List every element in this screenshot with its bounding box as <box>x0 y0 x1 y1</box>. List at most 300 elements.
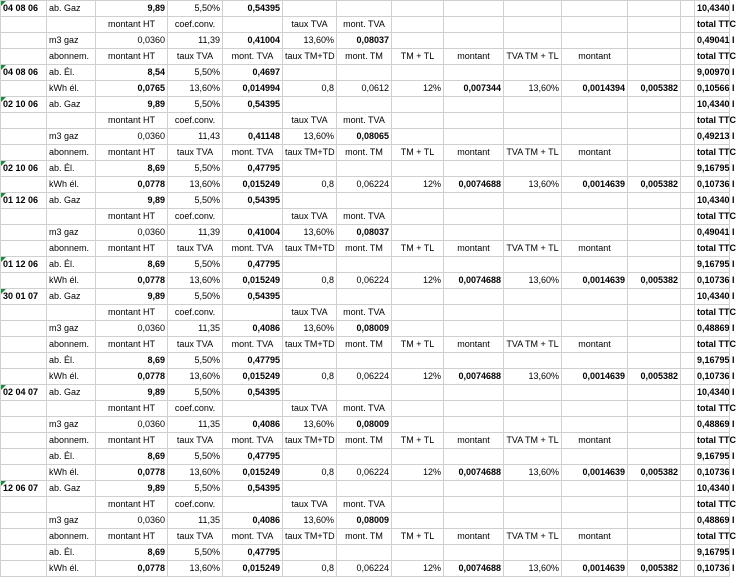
table-cell[interactable]: 13,60% <box>168 177 223 193</box>
table-cell[interactable] <box>444 257 504 273</box>
table-cell[interactable]: 11,35 <box>168 417 223 433</box>
table-cell[interactable] <box>223 113 283 129</box>
table-cell[interactable] <box>681 529 695 545</box>
table-cell[interactable] <box>504 401 562 417</box>
table-cell[interactable] <box>562 305 628 321</box>
table-cell[interactable]: 9,16795 I <box>695 353 730 369</box>
table-cell[interactable] <box>504 209 562 225</box>
table-cell[interactable] <box>681 193 695 209</box>
table-cell[interactable]: 0,08009 <box>337 513 392 529</box>
table-cell[interactable]: ab. Gaz <box>47 385 96 401</box>
table-cell[interactable] <box>562 513 628 529</box>
table-cell[interactable]: taux TVA <box>168 337 223 353</box>
table-cell[interactable]: total TTC <box>695 305 730 321</box>
table-cell[interactable]: 0,005382 <box>628 561 681 577</box>
table-cell[interactable]: 0,0014639 <box>562 177 628 193</box>
table-cell[interactable]: TVA TM + TL <box>504 433 562 449</box>
table-cell[interactable]: 0,0360 <box>96 129 168 145</box>
table-cell[interactable]: TM + TL <box>392 337 444 353</box>
table-cell[interactable] <box>1 449 47 465</box>
table-cell[interactable]: montant HT <box>96 241 168 257</box>
table-cell[interactable] <box>681 129 695 145</box>
table-cell[interactable]: 0,54395 <box>223 385 283 401</box>
table-cell[interactable]: 5,50% <box>168 161 223 177</box>
table-cell[interactable]: montant HT <box>96 49 168 65</box>
table-cell[interactable]: 9,16795 I <box>695 449 730 465</box>
table-cell[interactable] <box>562 129 628 145</box>
table-cell[interactable]: m3 gaz <box>47 129 96 145</box>
table-cell[interactable] <box>562 545 628 561</box>
table-cell[interactable] <box>504 513 562 529</box>
table-cell[interactable]: 8,69 <box>96 257 168 273</box>
table-cell[interactable] <box>562 33 628 49</box>
table-cell[interactable]: taux TVA <box>283 209 337 225</box>
table-cell[interactable] <box>1 321 47 337</box>
table-cell[interactable]: 12% <box>392 465 444 481</box>
table-cell[interactable] <box>444 161 504 177</box>
table-cell[interactable] <box>562 17 628 33</box>
table-cell[interactable]: 0,8 <box>283 369 337 385</box>
table-cell[interactable]: mont. TVA <box>223 145 283 161</box>
table-cell[interactable] <box>562 289 628 305</box>
table-cell[interactable]: 5,50% <box>168 257 223 273</box>
table-cell[interactable] <box>628 385 681 401</box>
table-cell[interactable] <box>392 497 444 513</box>
table-cell[interactable] <box>392 129 444 145</box>
table-cell[interactable]: 10,4340 I <box>695 1 730 17</box>
table-cell[interactable] <box>47 113 96 129</box>
table-cell[interactable]: 0,08065 <box>337 129 392 145</box>
table-cell[interactable] <box>337 161 392 177</box>
table-cell[interactable]: 9,00970 I <box>695 65 730 81</box>
table-cell[interactable]: 13,60% <box>283 321 337 337</box>
table-cell[interactable] <box>628 529 681 545</box>
table-cell[interactable] <box>681 241 695 257</box>
table-cell[interactable] <box>504 129 562 145</box>
table-cell[interactable]: TM + TL <box>392 145 444 161</box>
table-cell[interactable]: 8,54 <box>96 65 168 81</box>
table-cell[interactable]: 0,10736 I <box>695 369 730 385</box>
table-cell[interactable] <box>337 1 392 17</box>
table-cell[interactable] <box>681 289 695 305</box>
table-cell[interactable]: 0,0360 <box>96 33 168 49</box>
table-cell[interactable]: taux TVA <box>168 145 223 161</box>
table-cell[interactable]: m3 gaz <box>47 33 96 49</box>
table-cell[interactable]: abonnem. <box>47 337 96 353</box>
table-cell[interactable]: 9,89 <box>96 97 168 113</box>
table-cell[interactable] <box>504 353 562 369</box>
table-cell[interactable] <box>444 385 504 401</box>
table-cell[interactable]: 0,06224 <box>337 273 392 289</box>
table-cell[interactable]: 0,06224 <box>337 561 392 577</box>
table-cell[interactable]: kWh él. <box>47 561 96 577</box>
table-cell[interactable]: montant <box>562 145 628 161</box>
table-cell[interactable] <box>681 545 695 561</box>
table-cell[interactable]: 0,0612 <box>337 81 392 97</box>
table-cell[interactable] <box>562 353 628 369</box>
table-cell[interactable]: 0,47795 <box>223 449 283 465</box>
table-cell[interactable]: mont. TM <box>337 145 392 161</box>
table-cell[interactable] <box>392 257 444 273</box>
table-cell[interactable]: montant <box>444 337 504 353</box>
table-cell[interactable] <box>628 193 681 209</box>
table-cell[interactable]: 02 10 06 <box>1 97 47 113</box>
table-cell[interactable]: 04 08 06 <box>1 65 47 81</box>
table-cell[interactable]: 0,007344 <box>444 81 504 97</box>
table-cell[interactable] <box>223 209 283 225</box>
table-cell[interactable]: 12 06 07 <box>1 481 47 497</box>
table-cell[interactable]: total TTC <box>695 209 730 225</box>
table-cell[interactable] <box>392 401 444 417</box>
table-cell[interactable]: 5,50% <box>168 289 223 305</box>
table-cell[interactable] <box>681 33 695 49</box>
table-cell[interactable]: 0,54395 <box>223 481 283 497</box>
table-cell[interactable] <box>283 161 337 177</box>
table-cell[interactable]: 02 10 06 <box>1 161 47 177</box>
table-cell[interactable]: 0,08037 <box>337 33 392 49</box>
table-cell[interactable]: m3 gaz <box>47 321 96 337</box>
table-cell[interactable]: total TTC <box>695 497 730 513</box>
table-cell[interactable]: ab. Él. <box>47 65 96 81</box>
table-cell[interactable] <box>1 513 47 529</box>
table-cell[interactable] <box>504 161 562 177</box>
table-cell[interactable]: mont. TM <box>337 337 392 353</box>
table-cell[interactable]: total TTC <box>695 17 730 33</box>
table-cell[interactable] <box>1 17 47 33</box>
table-cell[interactable]: 13,60% <box>168 465 223 481</box>
table-cell[interactable]: 01 12 06 <box>1 193 47 209</box>
table-cell[interactable]: 13,60% <box>504 81 562 97</box>
table-cell[interactable] <box>337 481 392 497</box>
table-cell[interactable] <box>283 65 337 81</box>
table-cell[interactable]: 0,0765 <box>96 81 168 97</box>
table-cell[interactable] <box>628 33 681 49</box>
table-cell[interactable] <box>1 81 47 97</box>
table-cell[interactable]: 10,4340 I <box>695 97 730 113</box>
table-cell[interactable] <box>681 81 695 97</box>
table-cell[interactable] <box>1 497 47 513</box>
table-cell[interactable]: 0,41004 <box>223 225 283 241</box>
table-cell[interactable] <box>1 561 47 577</box>
table-cell[interactable]: coef.conv. <box>168 305 223 321</box>
table-cell[interactable] <box>681 273 695 289</box>
table-cell[interactable] <box>444 497 504 513</box>
table-cell[interactable] <box>444 33 504 49</box>
table-cell[interactable] <box>628 49 681 65</box>
table-cell[interactable]: 0,49041 I <box>695 225 730 241</box>
table-cell[interactable] <box>628 305 681 321</box>
table-cell[interactable]: coef.conv. <box>168 209 223 225</box>
table-cell[interactable] <box>283 449 337 465</box>
table-cell[interactable]: 9,16795 I <box>695 257 730 273</box>
table-cell[interactable]: 0,0014639 <box>562 561 628 577</box>
table-cell[interactable] <box>681 145 695 161</box>
table-cell[interactable]: 0,4086 <box>223 321 283 337</box>
table-cell[interactable] <box>504 17 562 33</box>
table-cell[interactable] <box>681 177 695 193</box>
table-cell[interactable]: 0,8 <box>283 177 337 193</box>
table-cell[interactable] <box>504 321 562 337</box>
table-cell[interactable]: 0,08009 <box>337 417 392 433</box>
table-cell[interactable]: 0,0778 <box>96 369 168 385</box>
table-cell[interactable]: 0,49041 I <box>695 33 730 49</box>
table-cell[interactable] <box>1 241 47 257</box>
table-cell[interactable] <box>444 401 504 417</box>
table-cell[interactable]: 0,015249 <box>223 369 283 385</box>
table-cell[interactable]: abonnem. <box>47 145 96 161</box>
table-cell[interactable] <box>337 193 392 209</box>
table-cell[interactable]: 8,69 <box>96 449 168 465</box>
table-cell[interactable]: 0,54395 <box>223 1 283 17</box>
table-cell[interactable]: 0,47795 <box>223 161 283 177</box>
table-cell[interactable]: 0,0014639 <box>562 273 628 289</box>
table-cell[interactable]: total TTC <box>695 433 730 449</box>
table-cell[interactable] <box>628 513 681 529</box>
table-cell[interactable]: 0,0014639 <box>562 369 628 385</box>
table-cell[interactable]: 0,41148 <box>223 129 283 145</box>
table-cell[interactable] <box>392 353 444 369</box>
table-cell[interactable]: 0,005382 <box>628 465 681 481</box>
table-cell[interactable] <box>504 385 562 401</box>
table-cell[interactable]: 11,43 <box>168 129 223 145</box>
table-cell[interactable] <box>1 145 47 161</box>
table-cell[interactable] <box>562 497 628 513</box>
table-cell[interactable]: taux TVA <box>168 241 223 257</box>
table-cell[interactable]: 0,10566 I <box>695 81 730 97</box>
table-cell[interactable] <box>1 433 47 449</box>
table-cell[interactable] <box>681 161 695 177</box>
table-cell[interactable] <box>628 401 681 417</box>
table-cell[interactable] <box>1 225 47 241</box>
table-cell[interactable] <box>283 257 337 273</box>
table-cell[interactable]: total TTC <box>695 241 730 257</box>
table-cell[interactable]: TVA TM + TL <box>504 241 562 257</box>
table-cell[interactable] <box>681 465 695 481</box>
table-cell[interactable]: montant <box>562 433 628 449</box>
table-cell[interactable] <box>392 209 444 225</box>
table-cell[interactable]: mont. TVA <box>337 497 392 513</box>
table-cell[interactable] <box>392 545 444 561</box>
table-cell[interactable]: mont. TM <box>337 529 392 545</box>
table-cell[interactable]: 5,50% <box>168 65 223 81</box>
table-cell[interactable]: 8,69 <box>96 545 168 561</box>
table-cell[interactable] <box>681 369 695 385</box>
table-cell[interactable]: kWh él. <box>47 369 96 385</box>
table-cell[interactable] <box>392 449 444 465</box>
table-cell[interactable]: 0,0778 <box>96 561 168 577</box>
table-cell[interactable]: coef.conv. <box>168 113 223 129</box>
table-cell[interactable] <box>444 321 504 337</box>
table-cell[interactable]: ab. Gaz <box>47 1 96 17</box>
table-cell[interactable]: 11,39 <box>168 33 223 49</box>
table-cell[interactable] <box>628 65 681 81</box>
table-cell[interactable]: taux TVA <box>168 433 223 449</box>
table-cell[interactable] <box>628 129 681 145</box>
table-cell[interactable]: total TTC <box>695 113 730 129</box>
table-cell[interactable] <box>504 289 562 305</box>
table-cell[interactable] <box>628 241 681 257</box>
table-cell[interactable]: ab. Gaz <box>47 97 96 113</box>
table-cell[interactable]: TVA TM + TL <box>504 337 562 353</box>
table-cell[interactable]: 0,06224 <box>337 177 392 193</box>
table-cell[interactable] <box>628 209 681 225</box>
table-cell[interactable] <box>1 49 47 65</box>
table-cell[interactable]: abonnem. <box>47 241 96 257</box>
table-cell[interactable] <box>504 257 562 273</box>
table-cell[interactable]: 13,60% <box>504 369 562 385</box>
table-cell[interactable]: 13,60% <box>168 81 223 97</box>
table-cell[interactable] <box>47 401 96 417</box>
table-cell[interactable] <box>337 257 392 273</box>
table-cell[interactable] <box>681 353 695 369</box>
table-cell[interactable] <box>392 321 444 337</box>
table-cell[interactable]: taux TVA <box>283 113 337 129</box>
table-cell[interactable]: 0,10736 I <box>695 465 730 481</box>
table-cell[interactable] <box>392 225 444 241</box>
table-cell[interactable]: 12% <box>392 177 444 193</box>
table-cell[interactable]: montant HT <box>96 209 168 225</box>
table-cell[interactable] <box>681 417 695 433</box>
table-cell[interactable]: 0,0360 <box>96 225 168 241</box>
table-cell[interactable]: mont. TVA <box>337 113 392 129</box>
table-cell[interactable] <box>444 1 504 17</box>
table-cell[interactable]: 0,10736 I <box>695 177 730 193</box>
table-cell[interactable]: 13,60% <box>168 273 223 289</box>
table-cell[interactable]: 0,06224 <box>337 465 392 481</box>
table-cell[interactable]: 0,0360 <box>96 513 168 529</box>
table-cell[interactable] <box>628 225 681 241</box>
table-cell[interactable] <box>628 545 681 561</box>
table-cell[interactable]: 8,69 <box>96 161 168 177</box>
table-cell[interactable] <box>444 17 504 33</box>
table-cell[interactable]: 12% <box>392 81 444 97</box>
table-cell[interactable]: montant <box>562 49 628 65</box>
table-cell[interactable]: 0,0778 <box>96 273 168 289</box>
table-cell[interactable] <box>1 417 47 433</box>
table-cell[interactable] <box>628 481 681 497</box>
table-cell[interactable] <box>1 353 47 369</box>
table-cell[interactable]: 0,08009 <box>337 321 392 337</box>
table-cell[interactable]: mont. TVA <box>223 49 283 65</box>
table-cell[interactable] <box>504 193 562 209</box>
table-cell[interactable] <box>444 129 504 145</box>
table-cell[interactable] <box>628 145 681 161</box>
table-cell[interactable] <box>504 545 562 561</box>
table-cell[interactable]: 0,10736 I <box>695 561 730 577</box>
table-cell[interactable]: 0,8 <box>283 273 337 289</box>
table-cell[interactable] <box>681 305 695 321</box>
table-cell[interactable]: taux TVA <box>168 529 223 545</box>
table-cell[interactable] <box>681 97 695 113</box>
table-cell[interactable]: TM + TL <box>392 433 444 449</box>
table-cell[interactable]: 13,60% <box>504 465 562 481</box>
table-cell[interactable]: 0,48869 I <box>695 417 730 433</box>
table-cell[interactable] <box>681 1 695 17</box>
table-cell[interactable]: 5,50% <box>168 481 223 497</box>
table-cell[interactable]: montant <box>444 529 504 545</box>
table-cell[interactable] <box>504 113 562 129</box>
table-cell[interactable]: taux TM+TD <box>283 49 337 65</box>
table-cell[interactable]: total TTC <box>695 337 730 353</box>
table-cell[interactable]: 5,50% <box>168 449 223 465</box>
table-cell[interactable] <box>337 449 392 465</box>
table-cell[interactable]: 13,60% <box>283 417 337 433</box>
table-cell[interactable]: mont. TM <box>337 433 392 449</box>
table-cell[interactable]: 13,60% <box>504 561 562 577</box>
table-cell[interactable] <box>562 449 628 465</box>
table-cell[interactable]: ab. Él. <box>47 161 96 177</box>
table-cell[interactable]: ab. Él. <box>47 353 96 369</box>
table-cell[interactable] <box>444 449 504 465</box>
table-cell[interactable]: 0,47795 <box>223 257 283 273</box>
table-cell[interactable]: 0,48869 I <box>695 513 730 529</box>
table-cell[interactable] <box>628 353 681 369</box>
table-cell[interactable] <box>337 545 392 561</box>
table-cell[interactable]: 10,4340 I <box>695 289 730 305</box>
table-cell[interactable]: 11,39 <box>168 225 223 241</box>
table-cell[interactable]: TVA TM + TL <box>504 145 562 161</box>
table-cell[interactable]: abonnem. <box>47 433 96 449</box>
table-cell[interactable] <box>1 545 47 561</box>
table-cell[interactable]: 9,16795 I <box>695 161 730 177</box>
table-cell[interactable]: taux TVA <box>283 17 337 33</box>
table-cell[interactable] <box>444 193 504 209</box>
table-cell[interactable]: taux TM+TD <box>283 145 337 161</box>
table-cell[interactable]: abonnem. <box>47 49 96 65</box>
table-cell[interactable] <box>628 97 681 113</box>
table-cell[interactable]: 0,0778 <box>96 465 168 481</box>
table-cell[interactable]: taux TM+TD <box>283 433 337 449</box>
table-cell[interactable]: 0,54395 <box>223 97 283 113</box>
table-cell[interactable]: taux TVA <box>168 49 223 65</box>
table-cell[interactable]: montant HT <box>96 305 168 321</box>
table-cell[interactable] <box>1 273 47 289</box>
table-cell[interactable] <box>504 497 562 513</box>
table-cell[interactable] <box>444 113 504 129</box>
table-cell[interactable] <box>1 209 47 225</box>
table-cell[interactable]: 0,0074688 <box>444 561 504 577</box>
table-cell[interactable] <box>444 353 504 369</box>
table-cell[interactable] <box>562 417 628 433</box>
table-cell[interactable] <box>392 97 444 113</box>
table-cell[interactable] <box>392 113 444 129</box>
table-cell[interactable]: taux TM+TD <box>283 337 337 353</box>
table-cell[interactable]: 0,0074688 <box>444 177 504 193</box>
table-cell[interactable] <box>681 481 695 497</box>
table-cell[interactable]: coef.conv. <box>168 401 223 417</box>
table-cell[interactable]: 5,50% <box>168 97 223 113</box>
table-cell[interactable]: ab. Gaz <box>47 481 96 497</box>
table-cell[interactable] <box>1 465 47 481</box>
table-cell[interactable]: montant <box>444 49 504 65</box>
table-cell[interactable]: 0,4086 <box>223 513 283 529</box>
table-cell[interactable] <box>283 289 337 305</box>
table-cell[interactable] <box>223 401 283 417</box>
table-cell[interactable]: montant HT <box>96 529 168 545</box>
table-cell[interactable] <box>681 497 695 513</box>
table-cell[interactable] <box>681 385 695 401</box>
table-cell[interactable] <box>504 65 562 81</box>
table-cell[interactable] <box>392 481 444 497</box>
table-cell[interactable]: 0,015249 <box>223 561 283 577</box>
table-cell[interactable] <box>504 481 562 497</box>
table-cell[interactable] <box>562 257 628 273</box>
table-cell[interactable] <box>628 289 681 305</box>
table-cell[interactable]: TVA TM + TL <box>504 529 562 545</box>
table-cell[interactable]: 9,89 <box>96 1 168 17</box>
table-cell[interactable]: 0,0074688 <box>444 369 504 385</box>
table-cell[interactable] <box>562 161 628 177</box>
